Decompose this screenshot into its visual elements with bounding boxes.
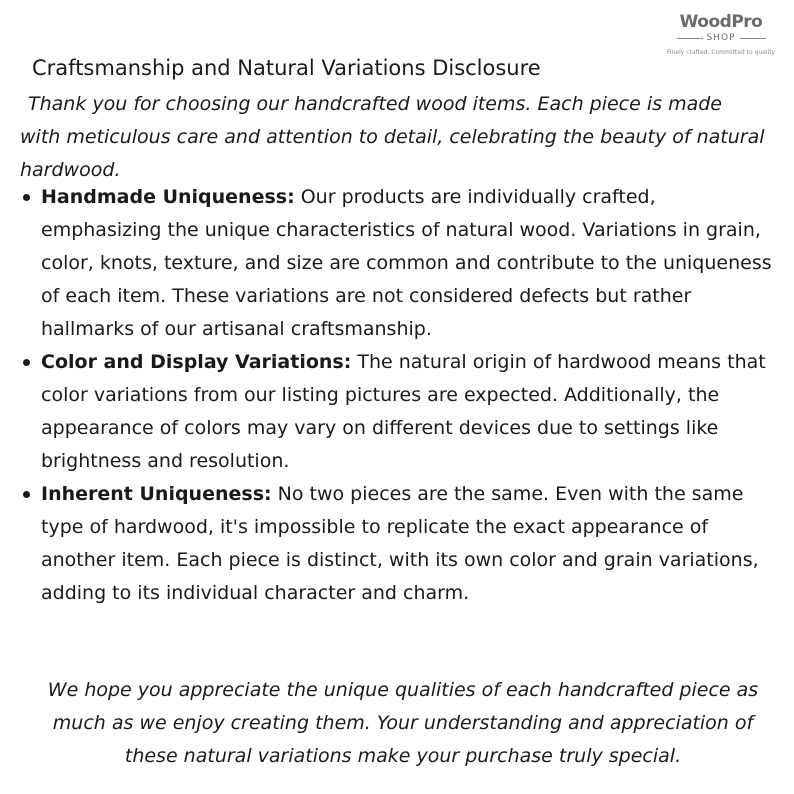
logo-divider-right [740,38,766,39]
bullet-dot-icon [23,359,30,366]
logo-tagline: Finely crafted. Committed to quality [666,49,776,56]
bullet-heading: Handmade Uniqueness: [41,186,295,208]
bullet-dot-icon [23,194,30,201]
bullet-text: No two pieces are the same. Even with the same type of hardwood, it's impossible to replicate the exact appearance of another item. Each piece is distinct, with its own color and grain variations, adding to its individual character and charm. [41,483,759,604]
bullet-handmade-uniqueness [20,181,780,346]
document-title: Craftsmanship and Natural Variations Disclosure [32,56,541,80]
shop-logo [658,12,784,56]
bullet-inherent-uniqueness [20,478,780,610]
bullet-text: The natural origin of hardwood means that color variations from our listing pictures are expected. Additionally, the appearance of colors may vary on different devices due to settings like brightness and resolution. [41,351,766,472]
disclosure-bullet-list [20,181,780,610]
bullet-heading: Color and Display Variations: [41,351,352,373]
intro-paragraph: Thank you for choosing our handcrafted wood items. Each piece is made with meticulous care and attention to detail, celebrating the beauty of natural hardwood. [20,93,765,181]
logo-sub-row [658,33,784,43]
bullet-color-display-variations [20,346,780,478]
closing-paragraph: We hope you appreciate the unique qualities of each handcrafted piece as much as we enjoy creating them. Your understanding and appreciation of these natural variations make your purchase truly special. [47,679,759,767]
logo-divider-left [677,38,703,39]
logo-name: WoodPro [679,12,763,32]
bullet-heading: Inherent Uniqueness: [41,483,272,505]
logo-sub: SHOP [706,33,736,43]
bullet-text: Our products are individually crafted, emphasizing the unique characteristics of natural wood. Variations in grain, color, knots, texture, and size are common and contribute to the uniqueness of each item. These variations are not considered defects but rather hallmarks of our artisanal craftsmanship. [41,186,772,340]
bullet-dot-icon [23,491,30,498]
